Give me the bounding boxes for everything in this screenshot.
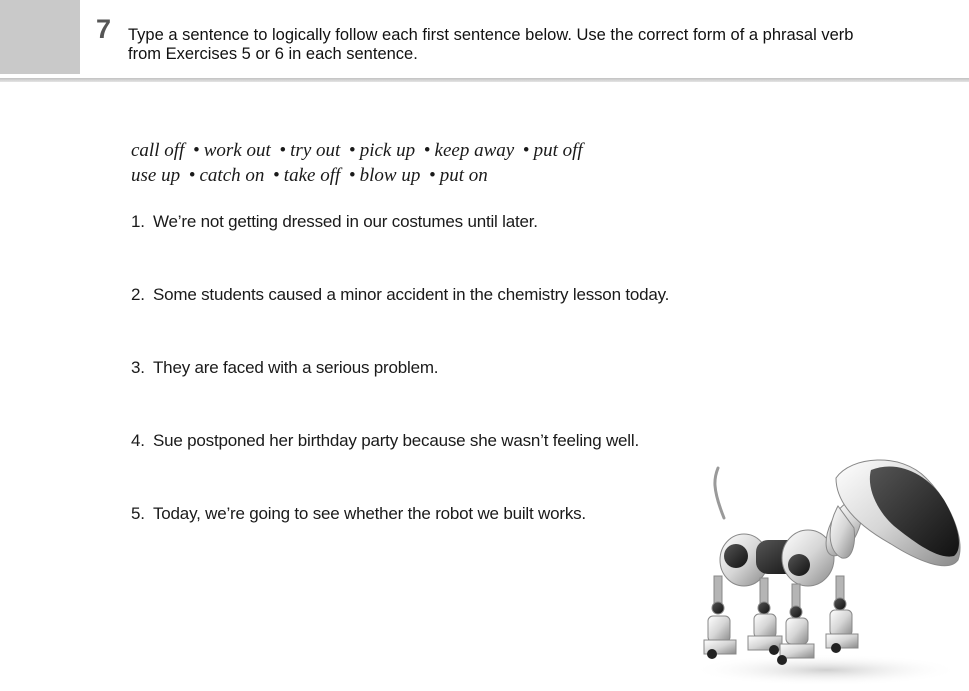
exercise-number: 7 — [96, 14, 112, 44]
word-item: use up — [131, 165, 181, 186]
word-item: call off — [131, 140, 185, 161]
word-bank-line-1 — [131, 138, 731, 163]
bullet-separator: • — [273, 165, 280, 186]
sentence-number: 4. — [131, 431, 145, 450]
instructions-line-1: Type a sentence to logically follow each first sentence below. Use the correct form of a phrasal verb — [128, 26, 854, 44]
bullet-separator: • — [349, 165, 356, 186]
exercise-number-block — [0, 0, 80, 74]
word-item: take off — [283, 165, 341, 186]
exercise-header — [0, 0, 969, 74]
sentence-number: 1. — [131, 212, 145, 231]
bullet-separator: • — [193, 140, 200, 161]
sentence-number: 3. — [131, 358, 145, 377]
sentence-text: They are faced with a serious problem. — [153, 358, 439, 377]
sentence-item — [131, 210, 771, 283]
word-item: blow up — [359, 165, 421, 186]
sentence-item — [131, 502, 771, 575]
sentence-item — [131, 283, 771, 356]
word-bank-line-2 — [131, 163, 731, 188]
sentence-item — [131, 356, 771, 429]
bullet-separator: • — [349, 140, 356, 161]
word-item: catch on — [199, 165, 265, 186]
bullet-separator: • — [522, 140, 530, 161]
header-divider — [0, 78, 969, 82]
exercise-instructions — [128, 26, 948, 64]
word-item: put on — [439, 165, 488, 186]
word-item: pick up — [359, 140, 416, 161]
sentence-number: 5. — [131, 504, 145, 523]
word-item: try out — [290, 140, 341, 161]
bullet-separator: • — [279, 140, 287, 161]
bullet-separator: • — [188, 165, 196, 186]
sentence-item — [131, 429, 771, 502]
sentence-number: 2. — [131, 285, 145, 304]
word-item: work out — [203, 140, 271, 161]
sentence-text: Some students caused a minor accident in the chemistry lesson today. — [153, 285, 670, 304]
word-item: put off — [533, 140, 583, 161]
instructions-line-2: from Exercises 5 or 6 in each sentence. — [128, 45, 418, 63]
robot-dog-icon — [686, 448, 969, 691]
sentence-text: Sue postponed her birthday party because she wasn’t feeling well. — [153, 431, 639, 450]
sentence-list — [131, 210, 771, 575]
sentence-text: We’re not getting dressed in our costumes until later. — [153, 212, 538, 231]
bullet-separator: • — [429, 165, 436, 186]
sentence-text: Today, we’re going to see whether the robot we built works. — [153, 504, 586, 523]
word-item: keep away — [434, 140, 515, 161]
word-bank — [131, 138, 731, 188]
bullet-separator: • — [423, 140, 431, 161]
